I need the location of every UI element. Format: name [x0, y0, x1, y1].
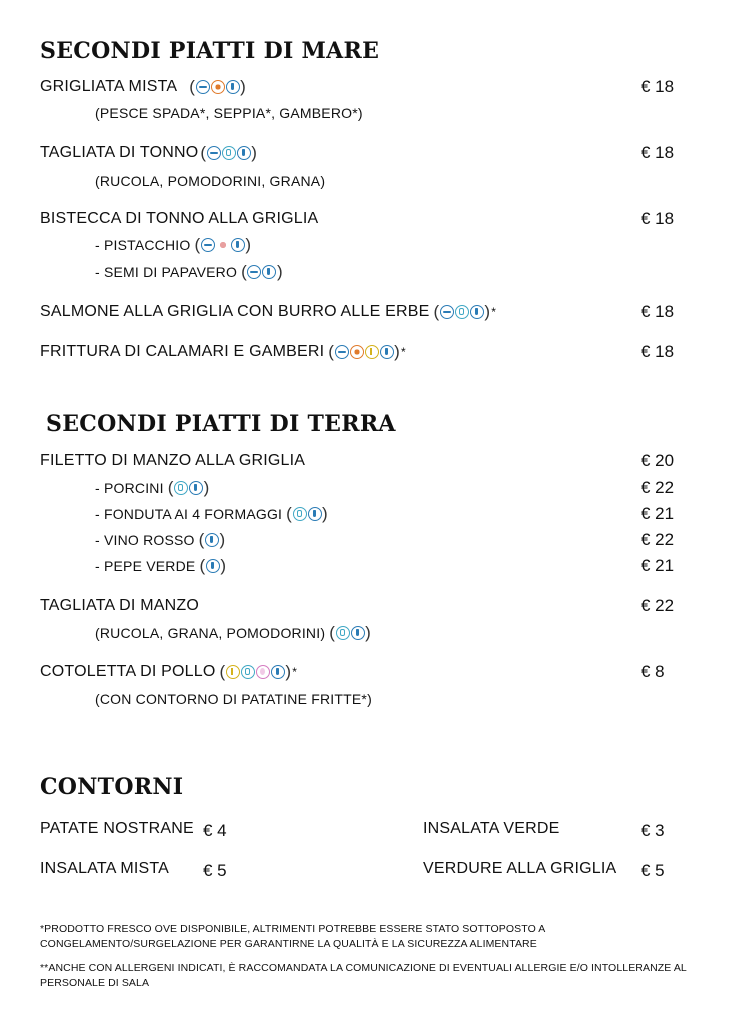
fish-allergen-icon: [440, 305, 454, 319]
item-option-vino-rosso: [95, 531, 225, 549]
allergen-icons: ( ): [328, 342, 401, 361]
item-option-pepe-verde: [95, 557, 226, 575]
menu-item-tagliata-di-tonno: [40, 144, 257, 162]
item-price: € 5: [641, 861, 665, 880]
fish-allergen-icon: [247, 265, 261, 279]
item-price: € 22: [641, 596, 675, 615]
milk-allergen-icon: [222, 146, 236, 160]
sulphites-allergen-icon: [470, 305, 484, 319]
item-price: € 18: [641, 342, 675, 361]
option-label: - PISTACCHIO: [95, 237, 191, 253]
item-name: SALMONE ALLA GRIGLIA CON BURRO ALLE ERBE: [40, 303, 430, 320]
item-name: COTOLETTA DI POLLO: [40, 663, 216, 680]
fish-allergen-icon: [207, 146, 221, 160]
milk-allergen-icon: [336, 626, 350, 640]
allergen-icons: ( ): [200, 143, 258, 162]
fish-allergen-icon: [201, 238, 215, 252]
asterisk: *: [292, 665, 298, 679]
milk-allergen-icon: [455, 305, 469, 319]
fish-allergen-icon: [335, 345, 349, 359]
item-option-semi-di-papavero: [95, 263, 283, 281]
allergen-icons: ( ): [286, 504, 328, 523]
sulphites-allergen-icon: [351, 626, 365, 640]
item-price: € 4: [203, 821, 227, 840]
nuts-allergen-icon: [216, 238, 230, 252]
item-description: (CON CONTORNO DI PATATINE FRITTE*): [95, 691, 372, 707]
allergen-icons: ( ): [198, 530, 226, 549]
item-price: € 20: [641, 451, 675, 470]
item-price: € 18: [641, 209, 675, 228]
option-label: - PORCINI: [95, 480, 164, 496]
allergen-icons: ( ): [189, 77, 246, 96]
item-name: FILETTO DI MANZO ALLA GRIGLIA: [40, 452, 306, 469]
footnote-fresh-product: *PRODOTTO FRESCO OVE DISPONIBILE, ALTRIMENTI POTREBBE ESSERE STATO SOTTOPOSTO A CONGELAMENTO/SURGELAZIONE PER GARANTIRNE LA QUALITÀ E LA SICUREZZA ALIMENTARE: [40, 923, 545, 950]
item-price: € 8: [641, 662, 665, 681]
option-label: - VINO ROSSO: [95, 532, 195, 548]
item-name: GRIGLIATA MISTA: [40, 78, 178, 95]
gluten-allergen-icon: [365, 345, 379, 359]
item-description: (RUCOLA, POMODORINI, GRANA): [95, 173, 326, 189]
item-price: € 18: [641, 77, 675, 96]
milk-allergen-icon: [241, 665, 255, 679]
sulphites-allergen-icon: [206, 559, 220, 573]
item-price: € 18: [641, 143, 675, 162]
menu-item-frittura: [40, 343, 406, 361]
side-dish-insalata-verde: INSALATA VERDE: [423, 820, 560, 837]
item-price: € 22: [641, 478, 675, 497]
allergen-icons: ( ): [219, 662, 292, 681]
item-price: € 5: [203, 861, 227, 880]
sulphites-allergen-icon: [231, 238, 245, 252]
item-option-porcini: [95, 479, 209, 497]
item-option-pistacchio: [95, 236, 251, 254]
footnote-allergens: **ANCHE CON ALLERGENI INDICATI, È RACCOMANDATA LA COMUNICAZIONE DI EVENTUALI ALLERGIE E/O INTOLLERANZE AL PERSONALE DI SALA: [40, 962, 687, 989]
item-name: FRITTURA DI CALAMARI E GAMBERI: [40, 343, 325, 360]
allergen-icons: ( ): [199, 556, 227, 575]
menu-item-bistecca-di-tonno: [40, 210, 318, 228]
sulphites-allergen-icon: [262, 265, 276, 279]
menu-item-filetto-di-manzo: [40, 452, 305, 470]
menu-item-tagliata-di-manzo: [40, 597, 199, 615]
option-label: - SEMI DI PAPAVERO: [95, 264, 238, 280]
sulphites-allergen-icon: [308, 507, 322, 521]
side-dish-patate-nostrane: PATATE NOSTRANE: [40, 820, 194, 837]
allergen-icons: ( ): [433, 302, 491, 321]
item-price: € 21: [641, 504, 675, 523]
item-name: TAGLIATA DI MANZO: [40, 597, 199, 614]
allergen-icons: ( ): [194, 235, 252, 254]
egg-allergen-icon: [256, 665, 270, 679]
item-option-fonduta: [95, 505, 328, 523]
allergen-icons: ( ): [329, 623, 371, 642]
menu-item-grigliata-mista: [40, 78, 246, 96]
milk-allergen-icon: [293, 507, 307, 521]
item-name: BISTECCA DI TONNO ALLA GRIGLIA: [40, 210, 319, 227]
sulphites-allergen-icon: [380, 345, 394, 359]
gluten-allergen-icon: [226, 665, 240, 679]
fish-allergen-icon: [196, 80, 210, 94]
option-label: - FONDUTA AI 4 FORMAGGI: [95, 506, 283, 522]
menu-item-cotoletta-di-pollo: [40, 663, 297, 681]
milk-allergen-icon: [174, 481, 188, 495]
description-text: (RUCOLA, GRANA, POMODORINI): [95, 625, 326, 641]
section-title-terra: SECONDI PIATTI DI TERRA: [46, 411, 396, 437]
item-price: € 18: [641, 302, 675, 321]
option-label: - PEPE VERDE: [95, 558, 196, 574]
crustacean-allergen-icon: [211, 80, 225, 94]
item-description: (PESCE SPADA*, SEPPIA*, GAMBERO*): [95, 105, 363, 121]
sulphites-allergen-icon: [237, 146, 251, 160]
sulphites-allergen-icon: [205, 533, 219, 547]
section-title-contorni: CONTORNI: [40, 774, 184, 800]
side-dish-insalata-mista: INSALATA MISTA: [40, 860, 170, 877]
crustacean-allergen-icon: [350, 345, 364, 359]
asterisk: *: [491, 305, 497, 319]
allergen-icons: ( ): [167, 478, 210, 497]
sulphites-allergen-icon: [271, 665, 285, 679]
item-name: TAGLIATA DI TONNO: [40, 144, 199, 161]
allergen-icons: ( ): [241, 262, 283, 281]
sulphites-allergen-icon: [226, 80, 240, 94]
sulphites-allergen-icon: [189, 481, 203, 495]
side-dish-verdure-alla-griglia: VERDURE ALLA GRIGLIA: [423, 860, 617, 877]
item-price: € 3: [641, 821, 665, 840]
section-title-mare: SECONDI PIATTI DI MARE: [40, 38, 380, 64]
item-price: € 21: [641, 556, 675, 575]
item-price: € 22: [641, 530, 675, 549]
menu-item-salmone: [40, 303, 496, 321]
asterisk: *: [401, 345, 406, 359]
item-description: [95, 624, 371, 642]
